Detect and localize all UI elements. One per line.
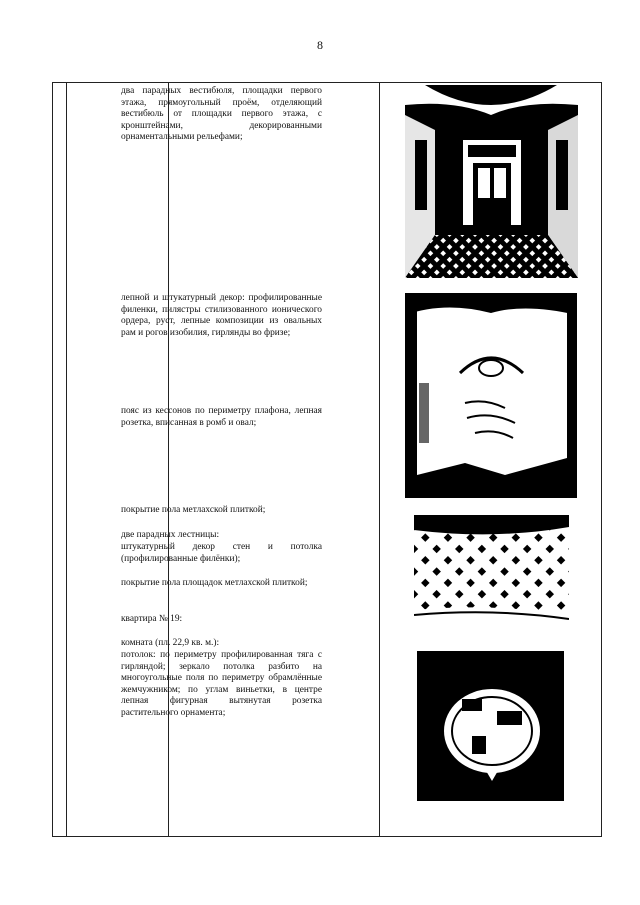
- paragraph-floor-tiles: покрытие пола метлахской плиткой;: [121, 505, 266, 515]
- wall-decor-photo: [405, 293, 577, 498]
- paragraph-room: комната (пл. 22,9 кв. м.):: [121, 638, 220, 648]
- column-divider: [66, 83, 67, 836]
- column-divider: [168, 83, 169, 836]
- column-divider: [379, 83, 380, 836]
- paragraph-vestibules: два парадных вестибюля, площадки первого этажа, прямоугольный проём, отделяющий вестибюль от площадки первого этажа, с кронштейнами, декорированными орнаментальными рельефами;: [121, 86, 322, 143]
- ceiling-rosette-photo: [417, 651, 564, 801]
- tile-floor-photo: [414, 515, 569, 635]
- page-number: 8: [317, 38, 323, 52]
- ceiling-rosette-image: [417, 651, 564, 801]
- paragraph-apartment: квартира № 19:: [121, 614, 183, 624]
- paragraph-staircases: две парадных лестницы:: [121, 530, 220, 540]
- paragraph-ceiling: потолок: по периметру профилированная тяга с гирляндой; зеркало потолка разбито на многоугольные поля по периметру обрамлённые жемчужником; по углам виньетки, в центре лепная фигурная вытянутая розетка растительного орнамента;: [121, 650, 322, 718]
- tile-floor-image: [414, 515, 569, 635]
- paragraph-wall-decor: штукатурный декор стен и потолка (профилированные филёнки);: [121, 542, 322, 564]
- paragraph-caissons: пояс из кессонов по периметру плафона, лепная розетка, вписанная в ромб и овал;: [121, 406, 322, 428]
- paragraph-stucco-decor: лепной и штукатурный декор: профилированные филенки, пилястры стилизованного ионического ордера, руст, лепные композиции из овальных рам и рогов изобилия, гирлянды во фризе;: [121, 293, 322, 338]
- vestibule-photo: [405, 85, 578, 278]
- paragraph-landing-floor: покрытие пола площадок метлахской плиткой;: [121, 578, 308, 588]
- wall-decor-image: [405, 293, 577, 498]
- vestibule-image: [405, 85, 578, 278]
